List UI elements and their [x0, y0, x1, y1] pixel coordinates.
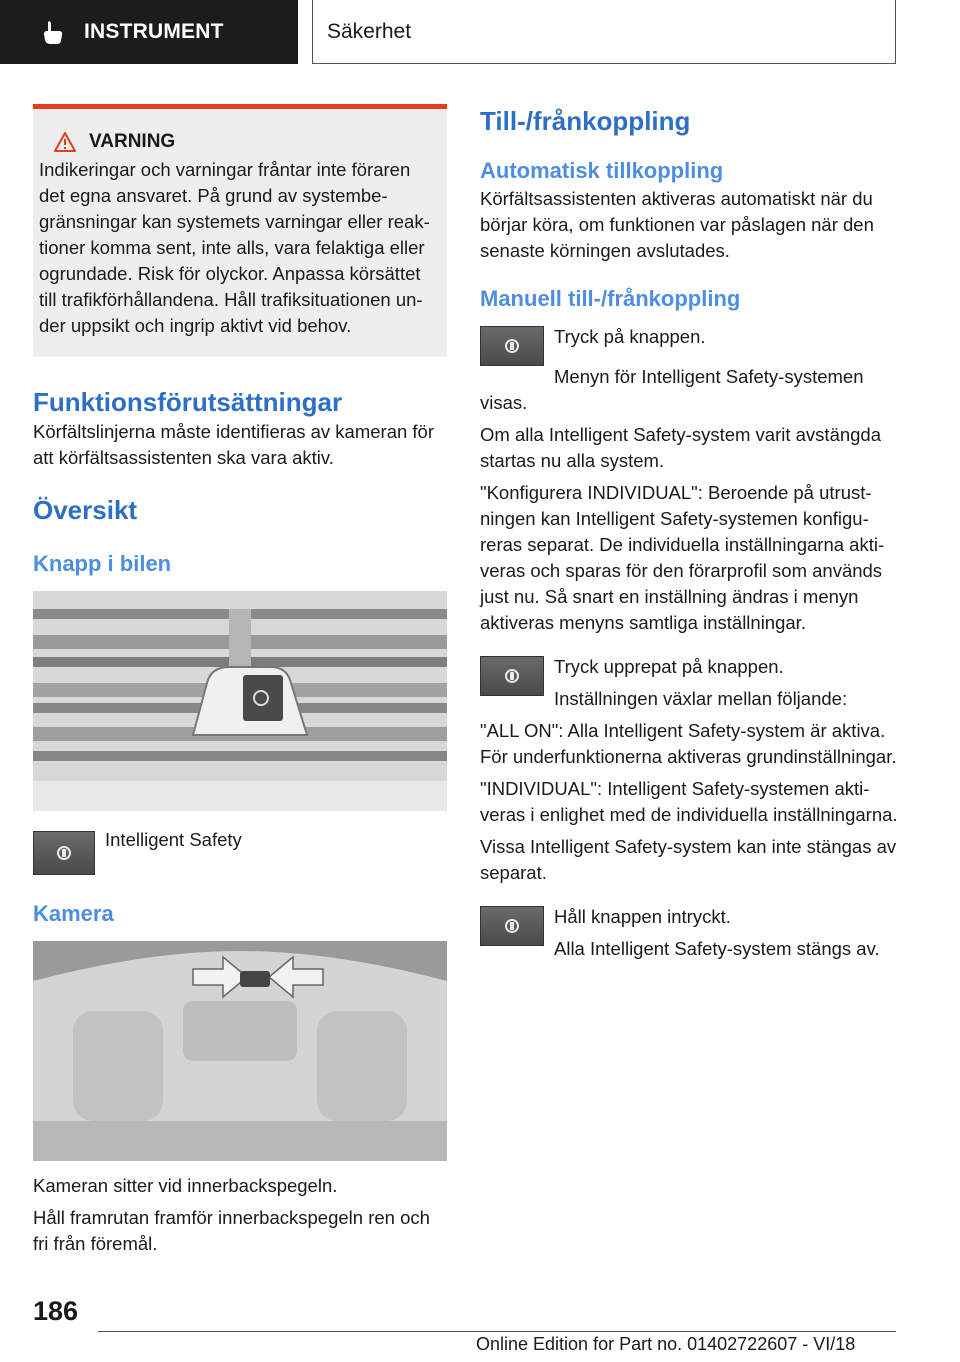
- heading-prerequisites: Funktionsförutsättningar: [33, 387, 343, 417]
- heading-auto-on: Automatisk tillkoppling: [480, 158, 724, 183]
- chapter-header: [312, 0, 896, 64]
- warning-triangle-icon: [53, 131, 77, 153]
- step2b-text: Inställningen växlar mellan följande:: [554, 688, 848, 709]
- left-column: [33, 104, 447, 1263]
- auto-on-text: Körfältsassistenten aktiveras automatiskt när du börjar köra, om funktionen var påslagen när den senaste körningen avslutades.: [480, 188, 874, 261]
- intelligent-safety-button-icon: [480, 906, 544, 946]
- heading-overview: Översikt: [33, 495, 138, 525]
- heading-camera: Kamera: [33, 901, 114, 926]
- camera-text-1: Kameran sitter vid innerbackspegeln.: [33, 1175, 338, 1196]
- step1b-text: Menyn för Intelligent Safety-systemen visas.: [480, 366, 864, 413]
- intelligent-safety-button-icon: [480, 326, 544, 366]
- step3b-text: Alla Intelligent Safety-system stängs av.: [554, 938, 880, 959]
- page-number: 186: [33, 1296, 79, 1326]
- manual-p2: "Konfigurera INDIVIDUAL": Beroende på utrustningen kan Intelligent Safety-systemen konfigureras separat. De individuella inställningarna aktiveras och sparas för den förarprofil som används just nu. Så snart en inställning ändras i menyn aktiveras menyns samtliga inställningar.: [480, 482, 885, 633]
- interior-photo: [33, 941, 447, 1161]
- grille-photo: [33, 591, 447, 811]
- prerequisites-text: Körfältslinjerna måste identifieras av kameran för att körfältsassistenten ska vara aktiv.: [33, 421, 435, 468]
- manual-p3: "ALL ON": Alla Intelligent Safety-system är aktiva. För underfunktionerna aktiveras grundinställningar.: [480, 720, 897, 767]
- intelligent-safety-button-icon: [33, 831, 95, 875]
- heading-button-in-car: Knapp i bilen: [33, 551, 172, 576]
- warning-title: VARNING: [89, 131, 176, 152]
- pointing-hand-icon: [40, 19, 66, 45]
- step1-text: Tryck på knappen.: [554, 326, 706, 347]
- heading-manual-on-off: Manuell till-/frånkoppling: [480, 286, 741, 311]
- step2-text: Tryck upprepat på knappen.: [554, 656, 784, 677]
- step1-row: [480, 324, 900, 366]
- right-column: [480, 104, 900, 968]
- warning-box: [33, 104, 447, 357]
- chapter-label: Säkerhet: [327, 19, 412, 43]
- manual-p1: Om alla Intelligent Safety-system varit avstängda startas nu alla system.: [480, 424, 882, 471]
- warning-text: Indikeringar och varningar fråntar inte föraren det egna ansvaret. På grund av systembegränsningar kan systemets varningar eller reaktioner komma sent, inte alls, vara felaktiga eller ogrundade. Risk för olyckor. Anpassa körsättet till trafikförhållandena. Håll trafiksituationen under uppsikt och ingrip aktivt vid behov.: [39, 159, 430, 336]
- section-label: INSTRUMENT: [84, 20, 224, 43]
- camera-text-2: Håll framrutan framför innerbackspegeln ren och fri från föremål.: [33, 1207, 430, 1254]
- heading-on-off: Till-/frånkoppling: [480, 106, 691, 136]
- step3-text: Håll knappen intryckt.: [554, 906, 731, 927]
- manual-p5: Vissa Intelligent Safety-system kan inte stängas av separat.: [480, 836, 897, 883]
- intelligent-safety-button-icon: [480, 656, 544, 696]
- step2-row: [480, 654, 900, 718]
- manual-p4: "INDIVIDUAL": Intelligent Safety-systemen aktiveras i enlighet med de individuella inställningarna.: [480, 778, 898, 825]
- footer-edition: Online Edition for Part no. 01402722607 - VI/18: [476, 1334, 856, 1354]
- button-caption: Intelligent Safety: [105, 829, 242, 850]
- button-caption-row: [33, 829, 447, 875]
- step3-row: [480, 904, 900, 968]
- section-tab: [0, 0, 298, 64]
